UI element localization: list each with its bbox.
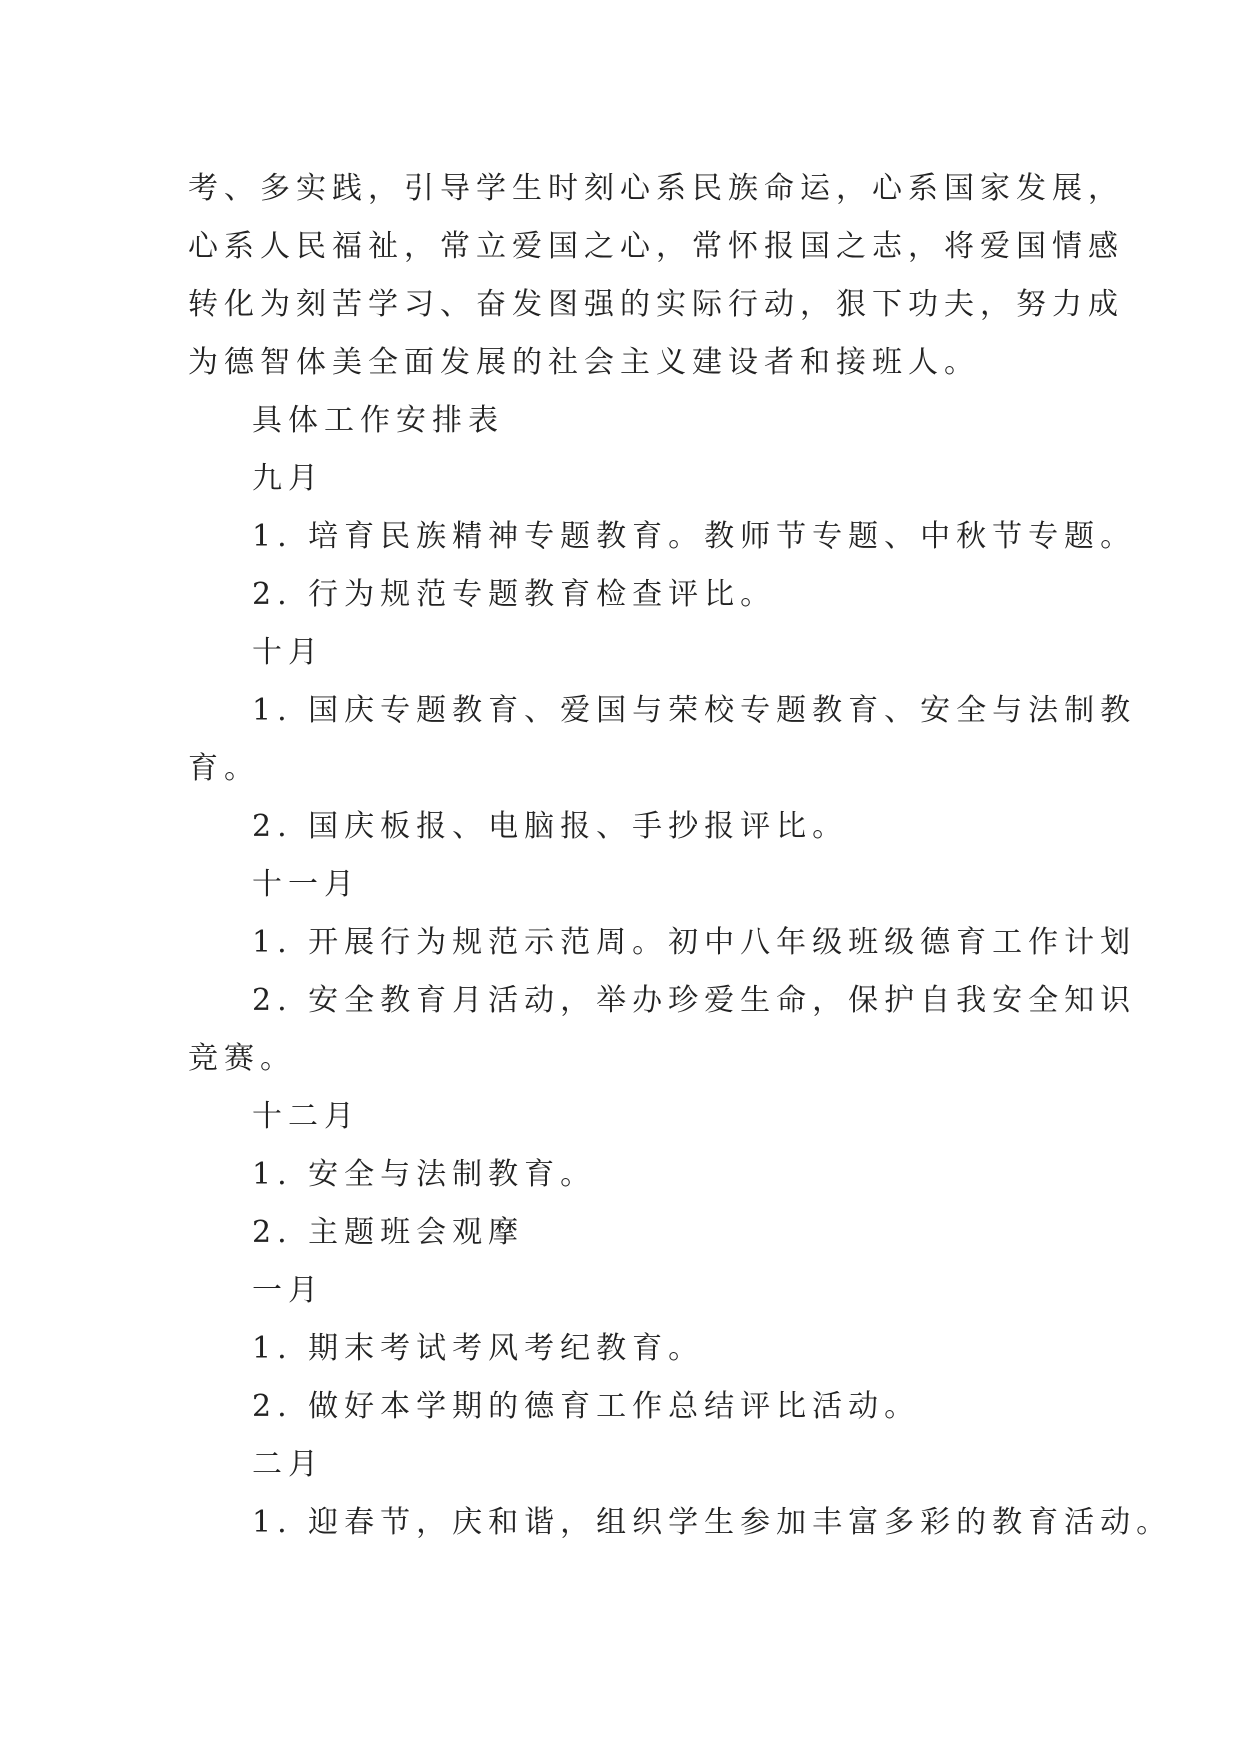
month-heading: 九月 <box>252 461 324 496</box>
list-item: 1. 培育民族精神专题教育。教师节专题、中秋节专题。 <box>252 519 1137 554</box>
text-line: 考、多实践，引导学生时刻心系民族命运，心系国家发展， <box>188 171 1124 206</box>
list-item: 1. 国庆专题教育、爱国与荣校专题教育、安全与法制教 <box>252 693 1137 728</box>
section-heading: 具体工作安排表 <box>252 403 504 438</box>
list-item: 2. 国庆板报、电脑报、手抄报评比。 <box>252 809 849 844</box>
list-item-continuation: 育。 <box>188 751 260 786</box>
list-item: 1. 开展行为规范示范周。初中八年级班级德育工作计划 <box>252 925 1137 960</box>
body-text <box>188 160 1173 1552</box>
list-item: 1. 迎春节，庆和谐，组织学生参加丰富多彩的教育活动。 <box>252 1505 1173 1540</box>
text-line: 转化为刻苦学习、奋发图强的实际行动，狠下功夫，努力成 <box>188 287 1124 322</box>
list-item: 2. 行为规范专题教育检查评比。 <box>252 577 777 612</box>
month-heading: 十二月 <box>252 1099 360 1134</box>
text-line: 为德智体美全面发展的社会主义建设者和接班人。 <box>188 345 980 380</box>
month-heading: 十月 <box>252 635 324 670</box>
month-heading: 一月 <box>252 1273 324 1308</box>
month-heading: 十一月 <box>252 867 360 902</box>
list-item: 1. 安全与法制教育。 <box>252 1157 597 1192</box>
list-item: 2. 安全教育月活动，举办珍爱生命，保护自我安全知识 <box>252 983 1137 1018</box>
month-heading: 二月 <box>252 1447 324 1482</box>
list-item: 2. 主题班会观摩 <box>252 1215 525 1250</box>
list-item-continuation: 竞赛。 <box>188 1041 296 1076</box>
list-item: 2. 做好本学期的德育工作总结评比活动。 <box>252 1389 921 1424</box>
text-line: 心系人民福祉，常立爱国之心，常怀报国之志，将爱国情感 <box>188 229 1124 264</box>
list-item: 1. 期末考试考风考纪教育。 <box>252 1331 705 1366</box>
